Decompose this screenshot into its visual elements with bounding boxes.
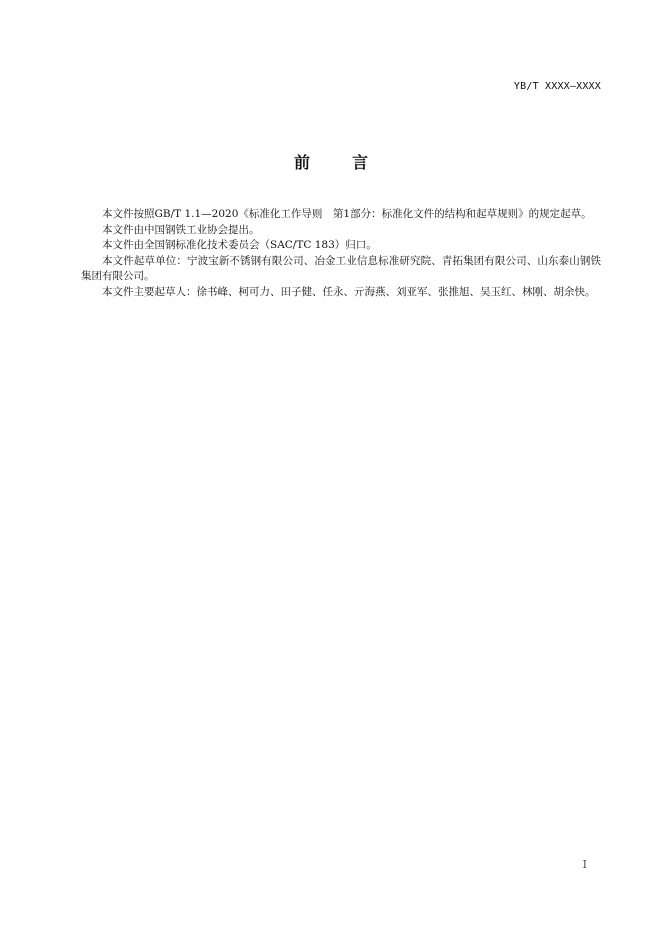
paragraph-drafting-units: 本文件起草单位：宁波宝新不锈钢有限公司、冶金工业信息标准研究院、青拓集团有限公司、山东泰山钢铁集团有限公司。: [81, 254, 601, 282]
document-code: YB/T XXXX—XXXX: [513, 81, 601, 92]
paragraph-drafting-rules: 本文件按照GB/T 1.1—2020《标准化工作导则 第1部分：标准化文件的结构和起草规则》的规定起草。: [102, 208, 592, 220]
page-number: I: [582, 858, 587, 871]
paragraph-proposed-by: 本文件由中国钢铁工业协会提出。: [102, 223, 260, 236]
paragraph-administered-by: 本文件由全国钢标准化技术委员会（SAC/TC 183）归口。: [102, 239, 377, 251]
foreword-body: [81, 207, 601, 300]
page-title: 前言: [293, 153, 410, 172]
paragraph-drafters: 本文件主要起草人：徐书峰、柯可力、田子健、任永、亓海燕、刘亚军、张推旭、吴玉红、林刚、胡余快。: [102, 285, 596, 298]
